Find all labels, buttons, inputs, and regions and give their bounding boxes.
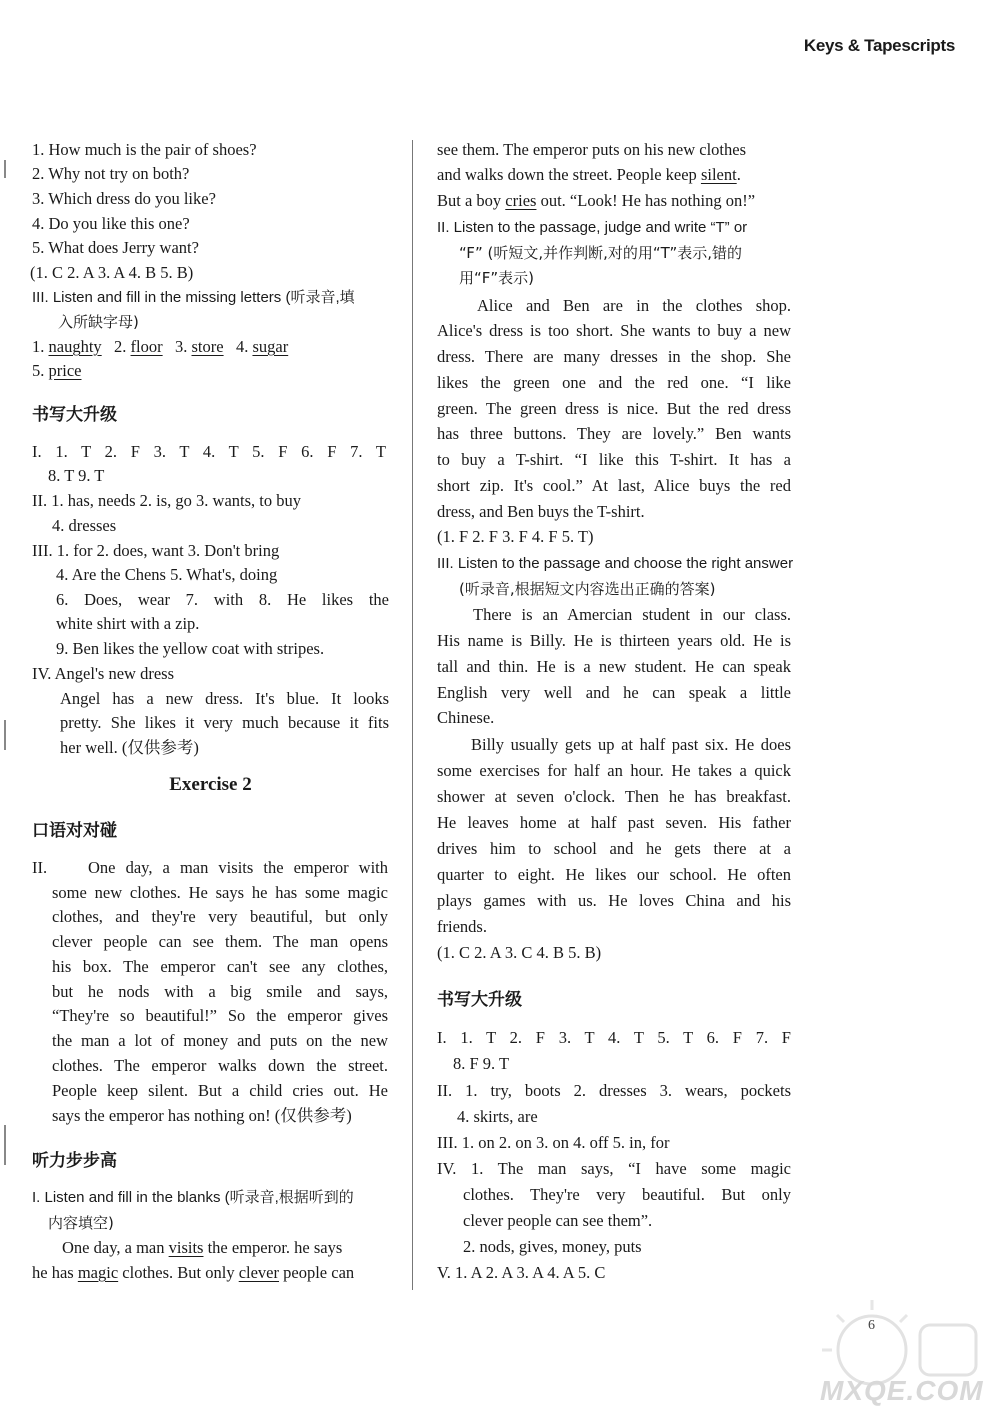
answer-line: (1. C 2. A 3. C 4. B 5. B) [437,943,602,962]
item-number: 2. [114,337,127,356]
oral-line: says the emperor has nothing on! (仅供参考) [52,1106,352,1125]
oral-line: clothes, and they're very beautiful, but only [52,907,388,926]
question-line: 5. What does Jerry want? [32,238,199,257]
writing-line: 9. Ben likes the yellow coat with stripes. [56,639,325,658]
instruction-line: III. Listen to the passage and choose the right answer [437,555,794,572]
story-text: people can [279,1263,355,1282]
story-text: clothes. But only [118,1263,239,1282]
passage-line: Chinese. [437,708,495,727]
oral-line: clothes. The emperor walks down the street. [52,1056,388,1075]
question-line: 2. Why not try on both? [32,164,190,183]
writing-line: IV. 1. The man says, “I have some magic [437,1159,791,1178]
writing-line: 4. dresses [52,516,117,535]
passage-line: He leaves home at half past seven. His father [437,813,791,832]
instruction-line: 内容填空) [48,1214,114,1232]
passage-line: Billy usually gets up at half past six. He does [471,735,791,754]
writing-line: 8. F 9. T [453,1054,510,1073]
section-heading: 书写大升级 [437,990,522,1010]
item-number: 5. [32,361,45,380]
writing-line: IV. Angel's new dress [32,664,174,683]
answer-line: (1. C 2. A 3. A 4. B 5. B) [30,263,194,282]
passage-line: green. The green dress is nice. But the red dress [437,399,791,418]
writing-line: II. 1. try, boots 2. dresses 3. wears, pockets [437,1081,791,1100]
passage-line: plays games with us. He loves China and his [437,891,791,910]
passage-line: shower at seven o'clock. Then he has breakfast. [437,787,791,806]
instruction-line: (听录音,根据短文内容选出正确的答案) [459,580,716,598]
writing-line: pretty. She likes it very much because it fits [60,713,389,732]
story-line: see them. The emperor puts on his new clothes [437,140,746,159]
page-header-title: Keys & Tapescripts [803,36,955,55]
story-text: But a boy [437,191,506,210]
instruction-line: 入所缺字母) [58,313,139,331]
oral-label: II. [32,858,48,877]
answer-word: cries [505,191,537,210]
instruction-line: II. Listen to the passage, judge and write “T” or [437,219,748,236]
question-line: 4. Do you like this one? [32,214,190,233]
question-line: 1. How much is the pair of shoes? [32,140,257,159]
oral-line: the man a lot of money and puts on the new [52,1031,388,1050]
question-line: 3. Which dress do you like? [32,189,216,208]
answer-word: magic [77,1263,119,1282]
section-heading: 口语对对碰 [32,821,117,841]
story-line [32,1262,354,1284]
answer-word: silent [700,165,737,184]
missing-letters-answers [32,360,81,382]
oral-line: People keep silent. But a child cries out. He [52,1081,388,1100]
item-number: 4. [235,337,249,356]
margin-mark [4,720,6,750]
item-number: 3. [175,337,188,356]
passage-line: to buy a T-shirt. “I like this T-shirt. It has a [437,450,791,469]
answer-word: price [48,361,82,380]
story-text: he has [32,1263,78,1282]
oral-line: some new clothes. He says he has some magic [52,883,388,902]
instruction-line: 用“F”表示) [459,269,535,287]
answer-word: naughty [48,337,102,356]
answer-word: clever [238,1263,280,1282]
writing-line: 2. nods, gives, money, puts [463,1237,642,1256]
writing-line: 4. skirts, are [457,1107,538,1126]
item-number: 1. [32,337,45,356]
writing-line: III. 1. on 2. on 3. on 4. off 5. in, for [437,1133,670,1152]
oral-line: “They're so beautiful!” So the emperor gives [52,1006,388,1025]
passage-line: likes the green one and the red one. “I like [437,373,791,392]
passage-line: short zip. It's cool.” At last, Alice buys the red [437,476,791,495]
page-number: 6 [868,1318,875,1333]
oral-line: his box. The emperor can't see any clothes, [52,957,388,976]
passage-line: dress. There are many dresses in the shop. She [437,347,791,366]
passage-line: quarter to eight. He likes our school. He often [437,865,791,884]
writing-line: I. 1. T 2. F 3. T 4. T 5. T 6. F 7. F [437,1028,791,1047]
story-text: out. “Look! He has nothing on!” [536,191,756,210]
passage-line: dress, and Ben buys the T-shirt. [437,502,645,521]
answer-word: sugar [252,337,289,356]
passage-line: There is an Amercian student in our class. [473,605,791,624]
writing-line: clothes. They're very beautiful. But only [463,1185,791,1204]
instruction-line: III. Listen and fill in the missing letters (听录音,填 [32,289,355,306]
writing-line: white shirt with a zip. [56,614,200,633]
passage-line: friends. [437,917,487,936]
oral-line: clever people can see them. The man opens [52,932,388,951]
oral-line: but he nods with a big smile and says, [52,982,388,1001]
story-line [437,164,741,186]
exercise-title: Exercise 2 [169,774,252,795]
watermark-text: MXQE.COM [820,1375,984,1406]
writing-line: 4. Are the Chens 5. What's, doing [56,565,278,584]
passage-line: English very well and he can speak a little [437,683,791,702]
passage-line: tall and thin. He is a new student. He can speak [437,657,791,676]
instruction-line: “F” (听短文,并作判断,对的用“T”表示,错的 [459,244,743,262]
writing-line: clever people can see them”. [463,1211,653,1230]
story-text: One day, a man [62,1238,169,1257]
writing-line: 6. Does, wear 7. with 8. He likes the [56,590,389,609]
section-heading: 书写大升级 [32,405,117,425]
story-line [437,190,755,212]
oral-line: One day, a man visits the emperor with [88,858,388,877]
margin-mark [4,160,6,178]
passage-line: drives him to school and he gets there at a [437,839,791,858]
passage-line: His name is Billy. He is thirteen years old. He is [437,631,791,650]
answer-word: floor [130,337,163,356]
story-text: the emperor. he says [203,1238,343,1257]
answer-word: visits [168,1238,204,1257]
passage-line: Alice and Ben are in the clothes shop. [477,296,791,315]
writing-line: I. 1. T 2. F 3. T 4. T 5. F 6. F 7. T [32,442,386,461]
writing-line: III. 1. for 2. does, want 3. Don't bring [32,541,280,560]
story-line [62,1237,342,1259]
passage-line: has three buttons. They are lovely.” Ben wants [437,424,791,443]
passage-line: some exercises for half an hour. He takes a quick [437,761,791,780]
answer-line: (1. F 2. F 3. F 4. F 5. T) [437,527,594,546]
writing-line: 8. T 9. T [48,466,105,485]
passage-line: Alice's dress is too short. She wants to buy a new [437,321,791,340]
writing-line: V. 1. A 2. A 3. A 4. A 5. C [437,1263,606,1282]
column-divider [412,140,413,1290]
section-heading: 听力步步高 [32,1151,117,1171]
missing-letters-answers [32,336,288,358]
writing-line: II. 1. has, needs 2. is, go 3. wants, to buy [32,491,302,510]
story-text: . [736,165,741,184]
answer-word: store [191,337,224,356]
writing-line: her well. (仅供参考) [60,738,199,757]
instruction-line: I. Listen and fill in the blanks (听录音,根据听到的 [32,1189,354,1206]
writing-line: Angel has a new dress. It's blue. It looks [60,689,389,708]
story-text: and walks down the street. People keep [437,165,701,184]
margin-mark [4,1125,6,1165]
